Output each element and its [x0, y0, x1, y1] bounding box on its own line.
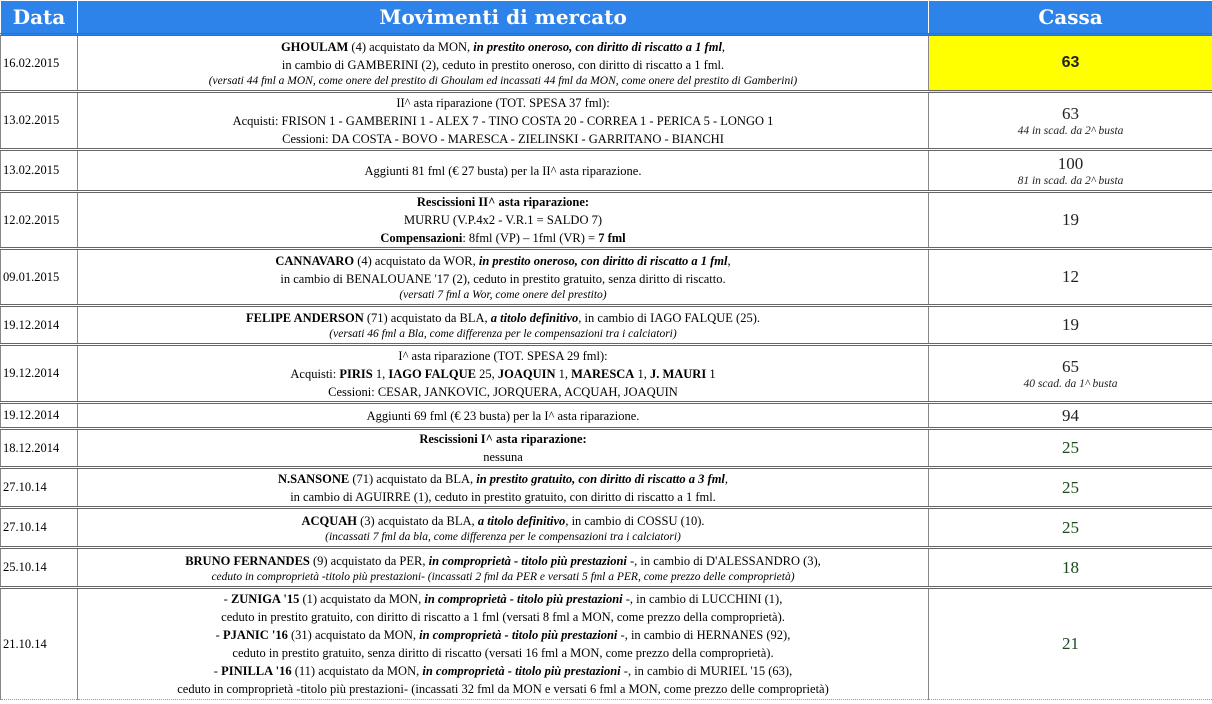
player-name: CANNAVARO — [275, 254, 355, 268]
row-date: 16.02.2015 — [1, 35, 78, 92]
text: Cessioni: CESAR, JANKOVIC, JORQUERA, ACQUAH, JOAQUIN — [328, 384, 678, 399]
text: , in cambio di COSSU (10). — [565, 513, 705, 528]
cassa-note: 81 in scad. da 2^ busta — [1017, 174, 1124, 187]
row-date: 19.12.2014 — [1, 403, 78, 429]
text: - — [215, 628, 223, 642]
text: (71) acquistato da BLA, — [363, 311, 491, 325]
row-movement — [78, 35, 929, 92]
table-row — [1, 150, 1212, 192]
row-cassa — [929, 92, 1212, 150]
text: ceduto in prestito gratuito, senza diritto di riscatto (versati 16 fml a MON, come prezzo della comproprietà). — [232, 646, 774, 660]
transfer-type: in prestito oneroso, con diritto di riscatto a 1 fml — [478, 254, 728, 268]
table-row — [1, 403, 1212, 429]
transfer-type: in prestito oneroso, con diritto di riscatto a 1 fml — [473, 40, 722, 54]
row-cassa: 12 — [929, 249, 1212, 306]
text: 1, — [634, 366, 650, 381]
text: (1) acquistato da MON, — [299, 592, 425, 606]
row-cassa: 19 — [929, 192, 1212, 249]
row-cassa: 25 — [929, 468, 1212, 508]
text: -, in cambio di D'ALESSANDRO (3), — [626, 553, 821, 568]
player-name: IAGO FALQUE — [388, 366, 476, 381]
player-name: MARESCA — [571, 366, 635, 381]
text: Acquisti: FRISON 1 - GAMBERINI 1 - ALEX 7 - TINO COSTA 20 - CORREA 1 - PERICA 5 - LONGO 1 — [232, 113, 774, 128]
transfer-type: in comproprietà - titolo più prestazioni — [419, 628, 618, 642]
text: nessuna — [483, 450, 523, 464]
header-cassa: Cassa — [929, 1, 1212, 35]
table-row — [1, 508, 1212, 548]
text: I^ asta riparazione (TOT. SPESA 29 fml): — [398, 348, 608, 363]
row-movement — [78, 249, 929, 306]
row-date: 09.01.2015 — [1, 249, 78, 306]
header-date: Data — [1, 1, 78, 35]
row-date: 19.12.2014 — [1, 306, 78, 345]
row-date: 18.12.2014 — [1, 429, 78, 468]
text: (31) acquistato da MON, — [287, 628, 420, 642]
player-name: PIRIS — [339, 366, 373, 381]
text: in cambio di AGUIRRE (1), ceduto in prestito gratuito, con diritto di riscatto a 1 fml. — [290, 489, 716, 504]
transfer-type: in comproprietà - titolo più prestazioni — [428, 553, 627, 568]
row-cassa: 18 — [929, 548, 1212, 588]
row-movement — [78, 429, 929, 468]
text: , — [727, 254, 731, 268]
row-movement — [78, 345, 929, 403]
text: -, in cambio di LUCCHINI (1), — [622, 592, 783, 606]
text: - — [213, 664, 222, 678]
row-cassa — [929, 345, 1212, 403]
cassa-value: 63 — [1062, 103, 1079, 123]
row-date: 13.02.2015 — [1, 92, 78, 150]
row-cassa: 63 — [929, 35, 1212, 92]
table-row — [1, 468, 1212, 508]
row-movement — [78, 306, 929, 345]
row-date: 27.10.14 — [1, 508, 78, 548]
text: (9) acquistato da PER, — [309, 553, 429, 568]
text: ceduto in comproprietà -titolo più prestazioni- (incassati 32 fml da MON e versati 6 fml a MON, come prezzo delle comproprietà) — [177, 682, 829, 696]
text: 25, — [475, 366, 498, 381]
header-row — [1, 1, 1212, 35]
table-row — [1, 92, 1212, 150]
table-row — [1, 306, 1212, 345]
text: - — [223, 592, 231, 606]
text: 1, — [555, 366, 572, 381]
player-name: N.SANSONE — [277, 471, 350, 486]
row-date: 19.12.2014 — [1, 345, 78, 403]
cassa-note: 44 in scad. da 2^ busta — [1017, 124, 1124, 137]
player-name: J. MAURI — [649, 366, 707, 381]
row-date: 21.10.14 — [1, 588, 78, 700]
player-name: GHOULAM — [280, 40, 349, 54]
row-movement — [78, 588, 929, 700]
text: Rescissioni I^ asta riparazione: — [419, 432, 587, 446]
player-name: ACQUAH — [301, 513, 357, 528]
row-movement — [78, 508, 929, 548]
text: , — [724, 471, 729, 486]
player-name: JOAQUIN — [497, 366, 556, 381]
text: Aggiunti 69 fml (€ 23 busta) per la I^ asta riparazione. — [366, 408, 640, 423]
row-movement — [78, 92, 929, 150]
cassa-value: 100 — [1057, 153, 1084, 173]
row-cassa — [929, 150, 1212, 192]
row-cassa: 19 — [929, 306, 1212, 345]
row-movement — [78, 192, 929, 249]
table-row — [1, 192, 1212, 249]
table-row — [1, 35, 1212, 92]
player-name: PJANIC '16 — [222, 628, 288, 642]
text: 7 fml — [598, 231, 626, 245]
transfer-type: in prestito gratuito, con diritto di riscatto a 3 fml — [476, 471, 725, 486]
row-date: 13.02.2015 — [1, 150, 78, 192]
text: Aggiunti 81 fml (€ 27 busta) per la II^ asta riparazione. — [364, 163, 642, 178]
note: ceduto in comproprietà -titolo più prestazioni- (incassati 2 fml da PER e versati 5 fml a PER, come prezzo delle comproprietà) — [211, 570, 795, 583]
note: (incassati 7 fml da bla, come differenza per le compensazioni tra i calciatori) — [325, 530, 681, 543]
text: in cambio di GAMBERINI (2), ceduto in prestito oneroso, con diritto di riscatto a 1 fml. — [281, 58, 725, 72]
header-movimenti: Movimenti di mercato — [78, 1, 929, 35]
text: II^ asta riparazione (TOT. SPESA 37 fml): — [396, 95, 610, 110]
cassa-value: 65 — [1062, 356, 1079, 376]
text: , in cambio di IAGO FALQUE (25). — [578, 311, 760, 325]
table-row — [1, 548, 1212, 588]
row-movement — [78, 468, 929, 508]
row-cassa: 21 — [929, 588, 1212, 700]
text: -, in cambio di MURIEL '15 (63), — [620, 664, 793, 678]
text: 1 — [706, 366, 716, 381]
text: ceduto in prestito gratuito, con diritto di riscatto a 1 fml (versati 8 fml a MON, come prezzo della comproprietà). — [221, 610, 785, 624]
row-cassa: 25 — [929, 429, 1212, 468]
row-movement — [78, 548, 929, 588]
row-cassa: 94 — [929, 403, 1212, 429]
player-name: PINILLA '16 — [221, 664, 292, 678]
text: (11) acquistato da MON, — [291, 664, 423, 678]
cassa-note: 40 scad. da 1^ busta — [1023, 377, 1118, 390]
text: Compensazioni — [380, 231, 463, 245]
text: in cambio di BENALOUANE '17 (2), ceduto in prestito gratuito, senza diritto di riscatto. — [280, 272, 726, 286]
note: (versati 44 fml a MON, come onere del prestito di Ghoulam ed incassati 44 fml da MON, come onere del prestito di Gamberini) — [208, 75, 798, 87]
text: (4) acquistato da MON, — [348, 40, 474, 54]
note: (versati 7 fml a Wor, come onere del prestito) — [399, 289, 607, 301]
text: (71) acquistato da BLA, — [349, 471, 477, 486]
transfer-type: a titolo definitivo — [477, 513, 566, 528]
text: Acquisti: — [290, 366, 340, 381]
text: -, in cambio di HERNANES (92), — [617, 628, 791, 642]
row-movement — [78, 403, 929, 429]
note: (versati 46 fml a Bla, come differenza per le compensazioni tra i calciatori) — [329, 328, 677, 340]
row-date: 25.10.14 — [1, 548, 78, 588]
player-name: ZUNIGA '15 — [230, 592, 300, 606]
text: MURRU (V.P.4x2 - V.R.1 = SALDO 7) — [403, 213, 603, 227]
text: , — [721, 40, 726, 54]
text: 1, — [372, 366, 389, 381]
row-movement — [78, 150, 929, 192]
text: : 8fml (VP) – 1fml (VR) = — [462, 231, 599, 245]
text: (3) acquistato da BLA, — [357, 513, 478, 528]
row-date: 12.02.2015 — [1, 192, 78, 249]
text: (4) acquistato da WOR, — [354, 254, 479, 268]
table-row — [1, 429, 1212, 468]
player-name: BRUNO FERNANDES — [185, 553, 310, 568]
table-row — [1, 249, 1212, 306]
transfer-type: in comproprietà - titolo più prestazioni — [424, 592, 623, 606]
text: Cessioni: DA COSTA - BOVO - MARESCA - ZIELINSKI - GARRITANO - BIANCHI — [282, 131, 724, 146]
text: Rescissioni II^ asta riparazione: — [416, 195, 590, 209]
row-cassa: 25 — [929, 508, 1212, 548]
transfer-type: a titolo definitivo — [490, 311, 579, 325]
table-row — [1, 588, 1212, 700]
table-row — [1, 345, 1212, 403]
transfer-type: in comproprietà - titolo più prestazioni — [422, 664, 621, 678]
player-name: FELIPE ANDERSON — [246, 311, 364, 325]
row-date: 27.10.14 — [1, 468, 78, 508]
